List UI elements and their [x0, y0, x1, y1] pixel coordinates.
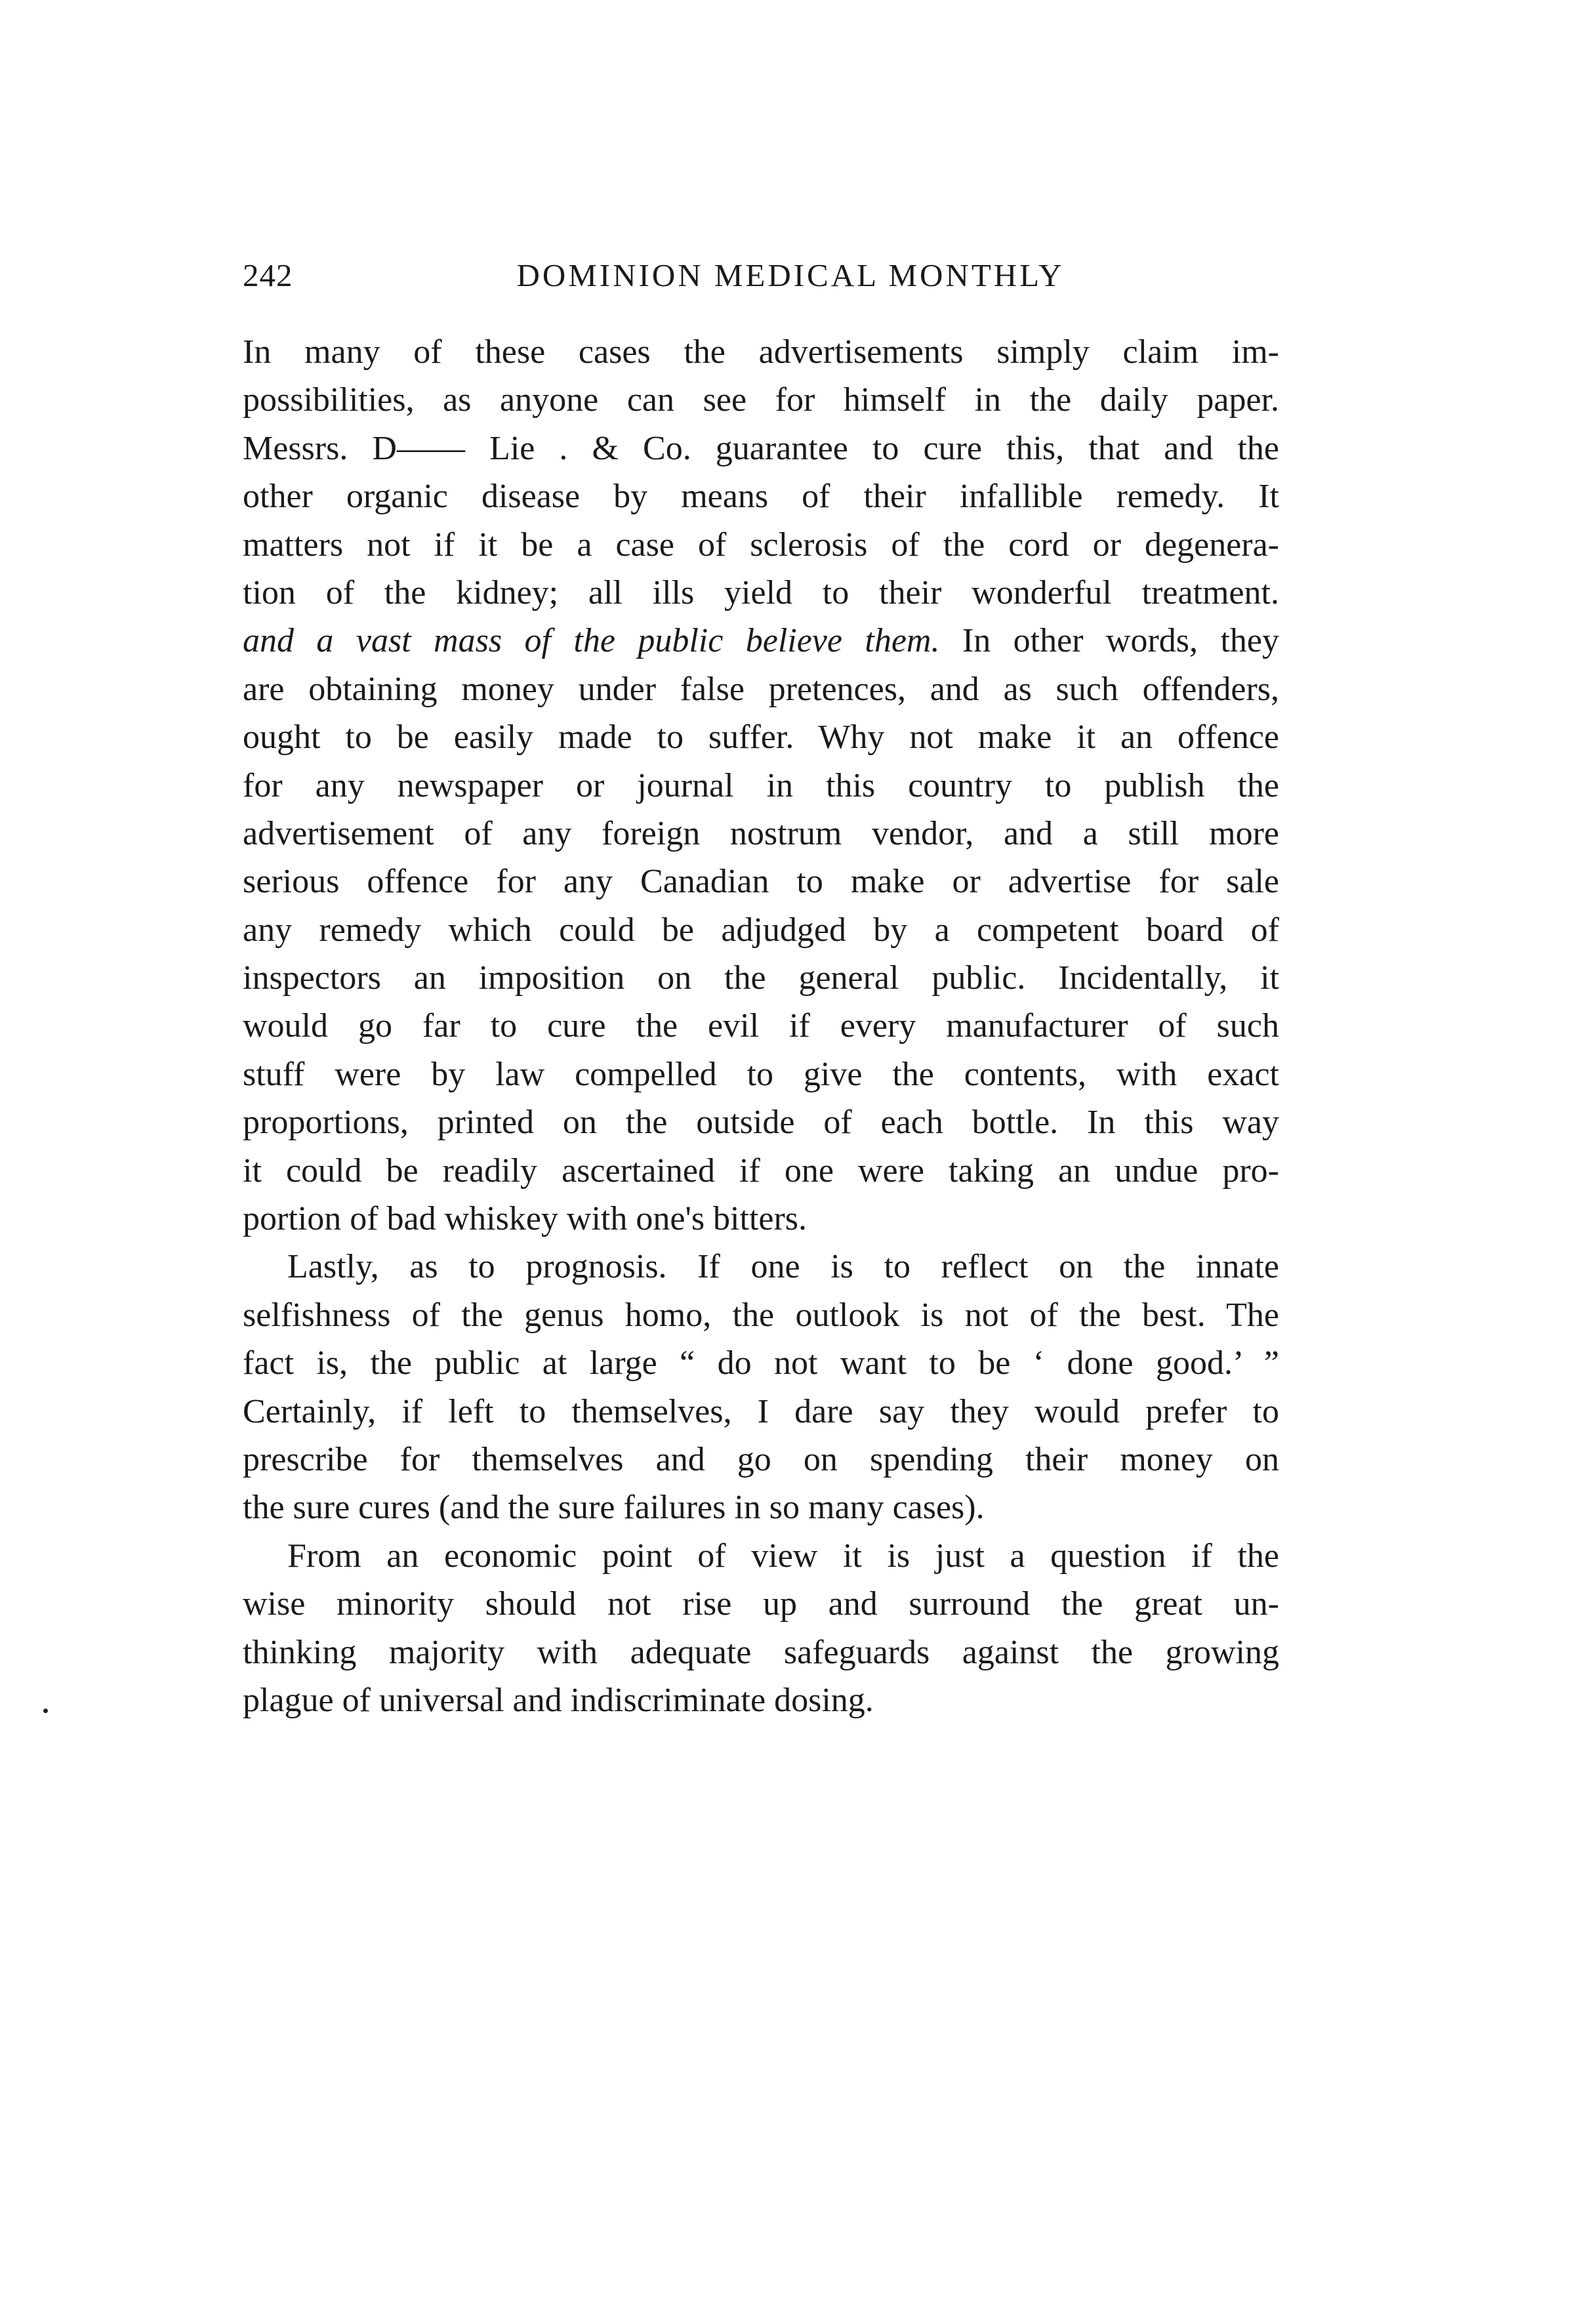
text-line: prescribe for themselves and go on spending their money on	[243, 1440, 1279, 1478]
body-text	[243, 328, 1279, 1724]
journal-title: DOMINION MEDICAL MONTHLY	[516, 257, 1065, 293]
italic-phrase: and a vast mass of the public believe them.	[243, 622, 940, 660]
text-line: matters not if it be a case of sclerosis of the cord or degenera-	[243, 526, 1279, 564]
text-line: stuff were by law compelled to give the contents, with exact	[243, 1055, 1279, 1093]
text-line: any remedy which could be adjudged by a competent board of	[243, 911, 1279, 949]
margin-speck	[43, 1709, 48, 1713]
text-line: would go far to cure the evil if every manufacturer of such	[243, 1007, 1279, 1045]
page-number: 242	[243, 257, 293, 293]
text-line: other organic disease by means of their infallible remedy. It	[243, 478, 1279, 516]
text-line: wise minority should not rise up and surround the great un-	[243, 1585, 1279, 1623]
text-line: Messrs. D—— Lie . & Co. guarantee to cure this, that and the	[243, 429, 1279, 467]
text-line: Lastly, as to prognosis. If one is to reflect on the innate	[287, 1248, 1279, 1286]
text-line: are obtaining money under false pretences, and as such offenders,	[243, 670, 1279, 708]
text-line: portion of bad whiskey with one's bitters.	[243, 1200, 808, 1238]
text-line: fact is, the public at large “ do not want to be ‘ done good.’ ”	[243, 1344, 1279, 1382]
text-line: it could be readily ascertained if one were taking an undue pro-	[243, 1151, 1279, 1190]
text-line: possibilities, as anyone can see for himself in the daily paper.	[243, 381, 1279, 419]
text-line: thinking majority with adequate safeguards against the growing	[243, 1633, 1279, 1671]
text-line-with-italic	[243, 617, 1279, 665]
text-line: the sure cures (and the sure failures in so many cases).	[243, 1489, 985, 1527]
text-line: From an economic point of view it is just a question if the	[287, 1537, 1279, 1575]
text-line: proportions, printed on the outside of each bottle. In this way	[243, 1104, 1279, 1142]
text-line: serious offence for any Canadian to make or advertise for sale	[243, 863, 1279, 901]
text-line: plague of universal and indiscriminate dosing.	[243, 1681, 874, 1719]
text-fragment: In other words, they	[939, 622, 1279, 660]
text-line: ought to be easily made to suffer. Why not make it an offence	[243, 718, 1279, 757]
text-line: In many of these cases the advertisements simply claim im-	[243, 333, 1279, 371]
text-line: Certainly, if left to themselves, I dare say they would prefer to	[243, 1392, 1279, 1430]
text-line: selfishness of the genus homo, the outlook is not of the best. The	[243, 1296, 1279, 1334]
text-line: advertisement of any foreign nostrum vendor, and a still more	[243, 814, 1279, 852]
text-line: tion of the kidney; all ills yield to their wonderful treatment.	[243, 573, 1279, 612]
running-header	[243, 255, 1279, 297]
text-line: for any newspaper or journal in this country to publish the	[243, 766, 1279, 804]
text-line: inspectors an imposition on the general public. Incidentally, it	[243, 959, 1279, 997]
